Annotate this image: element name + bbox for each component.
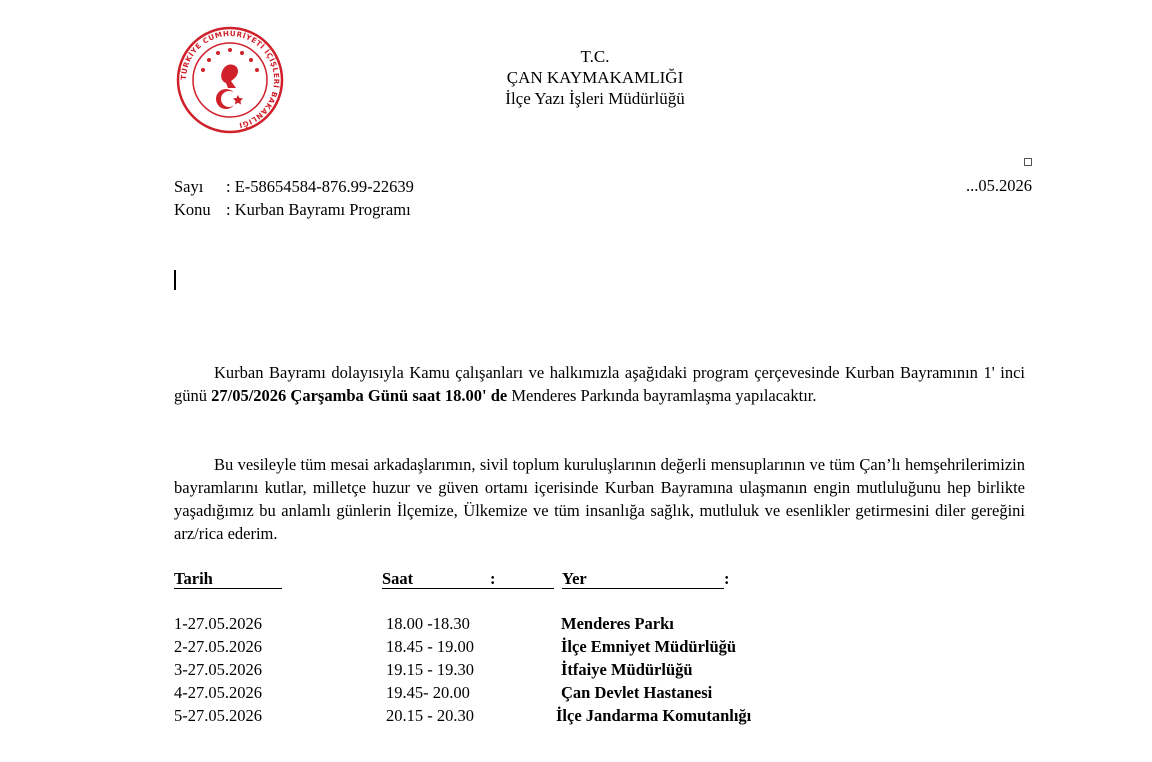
document-header <box>440 46 750 109</box>
p1-text-b: Menderes Parkında bayramlaşma yapılacaktır. <box>507 386 817 405</box>
text-cursor[interactable] <box>174 270 176 290</box>
seal-text: TÜRKİYE CUMHURİYETİ İÇİŞLERİ BAKANLIĞI <box>178 28 282 131</box>
konu-label: Konu <box>174 200 211 219</box>
p1-bold-text: 27/05/2026 Çarşamba Günü saat 18.00' de <box>211 386 508 405</box>
row-place: İlçe Emniyet Müdürlüğü <box>561 637 737 656</box>
paragraph-2 <box>174 453 1025 545</box>
row-date: 3-27.05.2026 <box>174 660 262 679</box>
table-header-saat-colon: : <box>490 569 496 588</box>
sayi-label: Sayı <box>174 177 204 196</box>
table-row <box>0 660 1152 682</box>
ministry-seal-logo <box>176 26 284 134</box>
row-time: 19.45- 20.00 <box>386 683 470 702</box>
row-place: İlçe Jandarma Komutanlığı <box>556 706 752 725</box>
row-date: 1-27.05.2026 <box>174 614 262 633</box>
sayi-value: : E-58654584-876.99-22639 <box>226 177 414 196</box>
table-row <box>0 614 1152 636</box>
document-date: ...05.2026 <box>966 176 1032 195</box>
konu-value: : Kurban Bayramı Programı <box>226 200 411 219</box>
konu-line <box>174 199 411 221</box>
small-square-mark <box>1024 158 1032 166</box>
header-tc: T.C. <box>580 47 610 66</box>
row-place: Çan Devlet Hastanesi <box>561 683 713 702</box>
row-time: 18.00 -18.30 <box>386 614 470 633</box>
table-row <box>0 706 1152 728</box>
row-date: 4-27.05.2026 <box>174 683 262 702</box>
table-header-yer: Yer : <box>562 569 730 588</box>
row-place: İtfaiye Müdürlüğü <box>561 660 693 679</box>
p2-text: Bu vesileyle tüm mesai arkadaşlarımın, sivil toplum kuruluşlarının değerli mensuplarının ve tüm Çan’lı hemşehrilerimizin bayramlarını kutlar, milletçe huzur ve güven ortamı içerisinde Kurban Bayramına ulaşmanın engin mutluluğunu hep birlikte yaşadığımız bu anlamlı günlerin İlçemize, Ülkemize ve tüm insanlığa sağlık, mutluluk ve esenlikler getirmesini diler gereğini arz/rica ederim. <box>174 455 1025 543</box>
header-mudurluk: İlçe Yazı İşleri Müdürlüğü <box>505 89 685 108</box>
table-header-tarih: Tarih <box>174 569 282 589</box>
paragraph-1 <box>174 361 1025 407</box>
row-date: 2-27.05.2026 <box>174 637 262 656</box>
row-time: 19.15 - 19.30 <box>386 660 474 679</box>
table-header-yer-colon: : <box>724 569 730 588</box>
row-time: 18.45 - 19.00 <box>386 637 474 656</box>
row-place: Menderes Parkı <box>561 614 674 633</box>
sayi-line <box>174 176 414 198</box>
table-row <box>0 683 1152 705</box>
row-time: 20.15 - 20.30 <box>386 706 474 725</box>
p1-text-a: Kurban Bayramı dolayısıyla Kamu çalışanları ve halkımızla aşağıdaki program çerçevesinde Kurban Bayramının 1' inci günü <box>174 363 1025 405</box>
table-header-saat: Saat : <box>382 569 554 589</box>
row-date: 5-27.05.2026 <box>174 706 262 725</box>
table-row <box>0 637 1152 659</box>
header-kaymakamlik: ÇAN KAYMAKAMLIĞI <box>506 68 684 87</box>
